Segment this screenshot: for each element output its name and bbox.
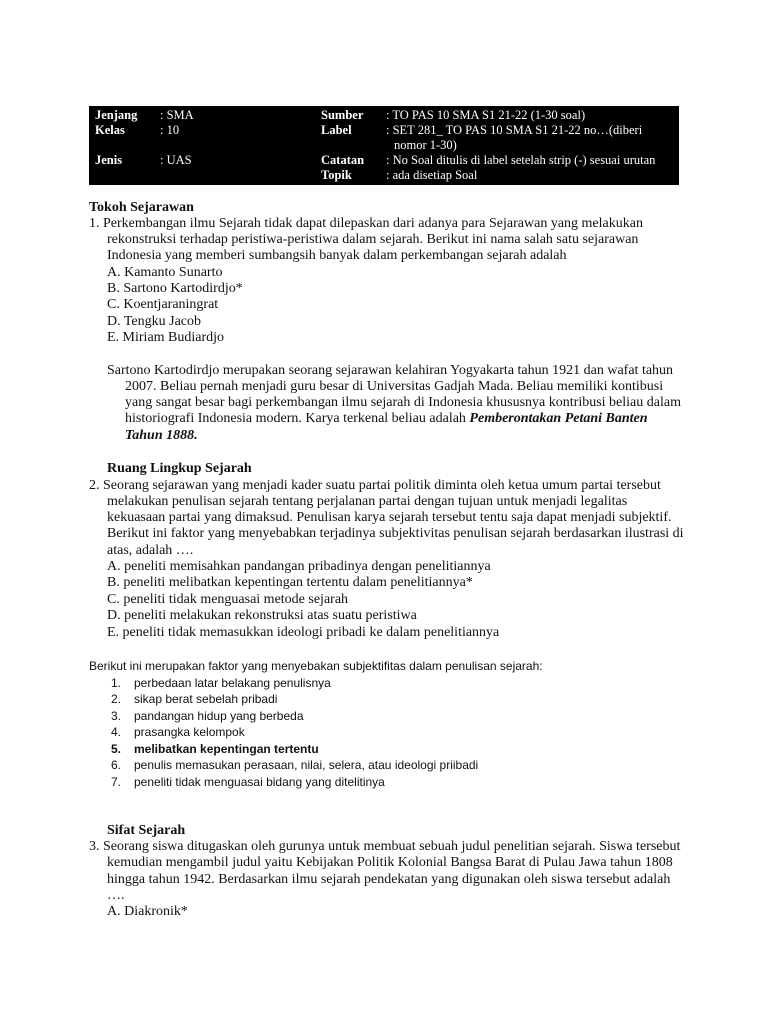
q1-explanation-line: Sartono Kartodirdjo merupakan seorang sejarawan kelahiran Yogyakarta tahun 1921 dan wafat tahun bbox=[107, 363, 674, 378]
jenjang-value: : SMA bbox=[160, 108, 194, 122]
q1-emphasis-year: Tahun 1888. bbox=[125, 428, 198, 443]
catatan-value: : No Soal ditulis di label setelah strip (-) sesuai urutan bbox=[386, 153, 656, 167]
label-label: Label bbox=[321, 123, 352, 137]
factor-item: pandangan hidup yang berbeda bbox=[134, 709, 304, 723]
sumber-value: : TO PAS 10 SMA S1 21-22 (1-30 soal) bbox=[386, 108, 586, 122]
factor-number: 1. bbox=[111, 676, 122, 690]
section-title-sifat: Sifat Sejarah bbox=[107, 823, 186, 838]
q2-option-b: B. peneliti melibatkan kepentingan tertentu dalam penelitiannya* bbox=[107, 575, 473, 590]
q3-line: kemudian mengambil judul yaitu Kebijakan Politik Kolonial Bangsa Barat di Pulau Jawa tahun 1808 bbox=[107, 855, 673, 870]
topik-label: Topik bbox=[321, 168, 352, 182]
label-value-1: : SET 281_ TO PAS 10 SMA S1 21-22 no…(diberi bbox=[386, 123, 643, 137]
q1-explanation-line: yang sangat besar bagi perkembangan ilmu sejarah di Indonesia khususnya kontribusi beliau dalam bbox=[125, 395, 681, 410]
q1-explanation-line: 2007. Beliau pernah menjadi guru besar di Universitas Gadjah Mada. Beliau memiliki kontibusi bbox=[125, 379, 664, 394]
q1-option-b: B. Sartono Kartodirdjo* bbox=[107, 281, 243, 296]
kelas-label: Kelas bbox=[95, 123, 125, 137]
factor-number: 3. bbox=[111, 709, 122, 723]
topik-value: : ada disetiap Soal bbox=[386, 168, 478, 182]
q2-line: Berikut ini faktor yang menyebabkan terjadinya subjektivitas penulisan sejarah berdasarkan ilustrasi di bbox=[107, 526, 684, 541]
factor-number: 7. bbox=[111, 775, 122, 789]
jenis-value: : UAS bbox=[160, 153, 192, 167]
catatan-label: Catatan bbox=[321, 153, 365, 167]
label-value-2: nomor 1-30) bbox=[394, 138, 457, 152]
factor-item: penulis memasukan perasaan, nilai, selera, atau ideologi priibadi bbox=[134, 758, 479, 772]
factor-item: peneliti tidak menguasai bidang yang ditelitinya bbox=[134, 775, 385, 789]
factor-number: 4. bbox=[111, 725, 122, 739]
jenis-label: Jenis bbox=[95, 153, 123, 167]
factor-number: 6. bbox=[111, 758, 122, 772]
q3-line: …. bbox=[107, 888, 125, 903]
q3-line: 3. Seorang siswa ditugaskan oleh gurunya untuk membuat sebuah judul penelitian sejarah. Siswa tersebut bbox=[89, 839, 681, 854]
q1-explanation-line bbox=[125, 411, 648, 427]
q1-line: 1. Perkembangan ilmu Sejarah tidak dapat dilepaskan dari adanya para Sejarawan yang melakukan bbox=[89, 216, 643, 231]
q1-explanation-text: historiografi Indonesia modern. Karya terkenal beliau adalah bbox=[125, 411, 470, 426]
q2-option-c: C. peneliti tidak menguasai metode sejarah bbox=[107, 592, 349, 607]
factor-item: sikap berat sebelah pribadi bbox=[134, 692, 278, 706]
factor-item-highlighted: melibatkan kepentingan tertentu bbox=[134, 742, 319, 756]
q2-option-d: D. peneliti melakukan rekonstruksi atas suatu peristiwa bbox=[107, 608, 417, 623]
q3-option-a: A. Diakronik* bbox=[107, 904, 188, 919]
q2-line: kekuasaan partai yang dimaksud. Penulisan karya sejarah tersebut tentu saja dapat menjadi subjektif. bbox=[107, 510, 672, 525]
section-title-ruang-lingkup: Ruang Lingkup Sejarah bbox=[107, 461, 252, 476]
q2-line: 2. Seorang sejarawan yang menjadi kader suatu partai politik diminta oleh ketua umum partai tersebut bbox=[89, 478, 661, 493]
jenjang-label: Jenjang bbox=[95, 108, 138, 122]
kelas-value: : 10 bbox=[160, 123, 180, 137]
q1-option-a: A. Kamanto Sunarto bbox=[107, 265, 223, 280]
factor-number: 2. bbox=[111, 692, 122, 706]
q1-line: rekonstruksi terhadap peristiwa-peristiwa dalam sejarah. Berikut ini nama salah satu sejarawan bbox=[107, 232, 639, 247]
section-title-tokoh: Tokoh Sejarawan bbox=[89, 200, 194, 215]
factor-number: 5. bbox=[111, 742, 122, 756]
q2-line: melakukan penulisan sejarah tentang perjalanan partai dengan tujuan untuk menjadi legalitas bbox=[107, 494, 628, 509]
info-header bbox=[89, 106, 679, 185]
q2-note: Berikut ini merupakan faktor yang menyebakan subjektifitas dalam penulisan sejarah: bbox=[89, 659, 543, 673]
sumber-label: Sumber bbox=[321, 108, 364, 122]
q1-option-e: E. Miriam Budiardjo bbox=[107, 330, 225, 345]
q1-option-c: C. Koentjaraningrat bbox=[107, 297, 219, 312]
q2-line: atas, adalah …. bbox=[107, 543, 194, 558]
q1-emphasis: Pemberontakan Petani Banten bbox=[469, 411, 648, 426]
q2-option-a: A. peneliti memisahkan pandangan pribadinya dengan penelitiannya bbox=[107, 559, 491, 574]
q3-line: hingga tahun 1942. Berdasarkan ilmu sejarah pendekatan yang digunakan oleh siswa tersebut adalah bbox=[107, 872, 671, 887]
factor-item: prasangka kelompok bbox=[134, 725, 245, 739]
q1-option-d: D. Tengku Jacob bbox=[107, 314, 202, 329]
q2-option-e: E. peneliti tidak memasukkan ideologi pribadi ke dalam penelitiannya bbox=[107, 625, 500, 640]
q1-line: Indonesia yang memberi sumbangsih banyak dalam perkembangan sejarah adalah bbox=[107, 248, 567, 263]
factor-item: perbedaan latar belakang penulisnya bbox=[134, 676, 331, 690]
